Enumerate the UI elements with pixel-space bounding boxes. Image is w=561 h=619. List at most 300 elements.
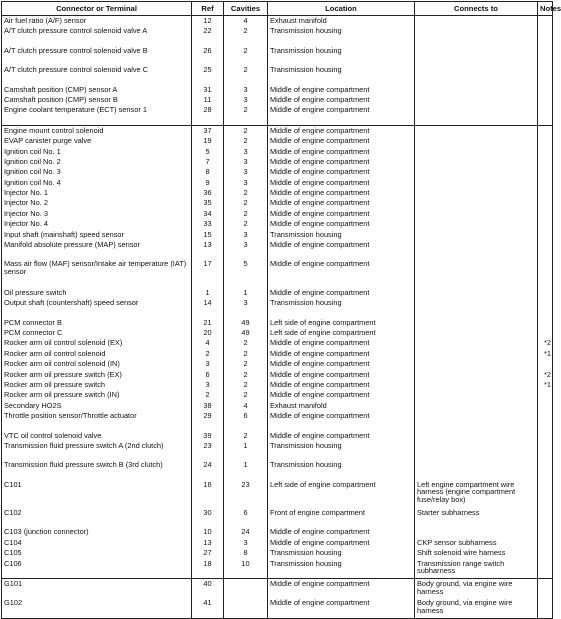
table-row: [2, 338, 553, 348]
cell-ref: 41: [192, 598, 224, 618]
cell-ref: 28: [192, 105, 224, 125]
cell-notes: [538, 298, 553, 317]
cell-ref: 19: [192, 136, 224, 146]
cell-cavities: 2: [224, 209, 268, 219]
cell-cavities: 6: [224, 508, 268, 527]
cell-cavities: 1: [224, 288, 268, 298]
cell-connects-to: [415, 460, 538, 479]
cell-cavities: 3: [224, 298, 268, 317]
cell-cavities: 3: [224, 178, 268, 188]
cell-ref: 6: [192, 370, 224, 380]
cell-notes: *2: [538, 338, 553, 348]
cell-notes: [538, 318, 553, 328]
cell-ref: 18: [192, 559, 224, 579]
table-row: [2, 431, 553, 441]
cell-ref: 22: [192, 26, 224, 45]
table-row: [2, 288, 553, 298]
cell-connector: Secondary HO2S: [2, 401, 192, 411]
cell-notes: *2: [538, 370, 553, 380]
cell-location: Middle of engine compartment: [268, 380, 415, 390]
cell-connects-to: [415, 431, 538, 441]
table-row: [2, 198, 553, 208]
cell-connector: Ignition coil No. 2: [2, 157, 192, 167]
cell-connects-to: [415, 230, 538, 240]
cell-notes: [538, 527, 553, 537]
cell-connects-to: Left engine compartment wire harness (engine compartment fuse/relay box): [415, 480, 538, 508]
cell-notes: [538, 46, 553, 65]
cell-ref: 39: [192, 431, 224, 441]
cell-cavities: 3: [224, 240, 268, 259]
cell-notes: [538, 390, 553, 400]
cell-ref: 27: [192, 548, 224, 558]
cell-notes: [538, 65, 553, 84]
cell-ref: 36: [192, 188, 224, 198]
cell-notes: [538, 411, 553, 430]
cell-location: Exhaust manifold: [268, 16, 415, 27]
cell-ref: 20: [192, 328, 224, 338]
header-connects-to: Connects to: [415, 2, 538, 16]
cell-ref: 26: [192, 46, 224, 65]
cell-connects-to: Transmission range switch subharness: [415, 559, 538, 579]
table-row: [2, 411, 553, 430]
cell-cavities: 2: [224, 390, 268, 400]
table-row: [2, 65, 553, 84]
cell-connector: A/T clutch pressure control solenoid valve C: [2, 65, 192, 84]
cell-connector: EVAP canister purge valve: [2, 136, 192, 146]
cell-notes: [538, 188, 553, 198]
table-row: [2, 538, 553, 548]
cell-notes: [538, 157, 553, 167]
cell-connects-to: [415, 359, 538, 369]
cell-connector: C106: [2, 559, 192, 579]
cell-cavities: 3: [224, 147, 268, 157]
cell-cavities: 23: [224, 480, 268, 508]
cell-ref: 13: [192, 240, 224, 259]
cell-notes: [538, 178, 553, 188]
cell-location: Middle of engine compartment: [268, 259, 415, 287]
cell-ref: 9: [192, 178, 224, 188]
cell-location: Middle of engine compartment: [268, 598, 415, 618]
cell-cavities: 2: [224, 431, 268, 441]
table-row: [2, 167, 553, 177]
cell-cavities: 2: [224, 188, 268, 198]
table-row: [2, 598, 553, 618]
cell-cavities: 3: [224, 157, 268, 167]
cell-connector: Rocker arm oil pressure switch (IN): [2, 390, 192, 400]
table-row: [2, 460, 553, 479]
cell-location: Left side of engine compartment: [268, 328, 415, 338]
cell-ref: 4: [192, 338, 224, 348]
cell-connector: Oil pressure switch: [2, 288, 192, 298]
table-row: [2, 188, 553, 198]
cell-cavities: 3: [224, 95, 268, 105]
table-row: [2, 508, 553, 527]
cell-notes: [538, 95, 553, 105]
cell-notes: [538, 548, 553, 558]
cell-ref: 10: [192, 527, 224, 537]
cell-location: Middle of engine compartment: [268, 178, 415, 188]
cell-connector: Ignition coil No. 3: [2, 167, 192, 177]
table-row: [2, 105, 553, 125]
cell-ref: 31: [192, 85, 224, 95]
cell-location: Middle of engine compartment: [268, 136, 415, 146]
cell-location: Transmission housing: [268, 46, 415, 65]
cell-connects-to: [415, 85, 538, 95]
cell-location: Middle of engine compartment: [268, 370, 415, 380]
cell-location: Middle of engine compartment: [268, 105, 415, 125]
cell-ref: 13: [192, 538, 224, 548]
cell-location: Front of engine compartment: [268, 508, 415, 527]
cell-location: Transmission housing: [268, 548, 415, 558]
cell-notes: [538, 240, 553, 259]
cell-notes: [538, 508, 553, 527]
cell-location: Middle of engine compartment: [268, 288, 415, 298]
cell-connector: Transmission fluid pressure switch B (3rd clutch): [2, 460, 192, 479]
cell-notes: [538, 209, 553, 219]
cell-connector: Rocker arm oil control solenoid (EX): [2, 338, 192, 348]
cell-ref: 34: [192, 209, 224, 219]
cell-cavities: 24: [224, 527, 268, 537]
cell-connector: Injector No. 1: [2, 188, 192, 198]
cell-connector: Rocker arm oil pressure switch: [2, 380, 192, 390]
cell-location: Transmission housing: [268, 460, 415, 479]
table-row: [2, 390, 553, 400]
cell-notes: [538, 85, 553, 95]
cell-connects-to: [415, 298, 538, 317]
table-row: [2, 209, 553, 219]
table-row: [2, 219, 553, 229]
cell-connects-to: [415, 338, 538, 348]
cell-connects-to: Body ground, via engine wire harness: [415, 598, 538, 618]
cell-cavities: 2: [224, 125, 268, 136]
cell-ref: 8: [192, 167, 224, 177]
cell-notes: [538, 259, 553, 287]
cell-ref: 25: [192, 65, 224, 84]
cell-ref: 1: [192, 288, 224, 298]
cell-cavities: 2: [224, 26, 268, 45]
cell-notes: *1: [538, 380, 553, 390]
cell-ref: 5: [192, 147, 224, 157]
cell-notes: [538, 26, 553, 45]
cell-cavities: 4: [224, 16, 268, 27]
header-ref: Ref: [192, 2, 224, 16]
table-row: [2, 298, 553, 317]
cell-notes: [538, 198, 553, 208]
cell-connector: Camshaft position (CMP) sensor A: [2, 85, 192, 95]
cell-connector: C103 (junction connector): [2, 527, 192, 537]
cell-connects-to: [415, 147, 538, 157]
cell-location: Middle of engine compartment: [268, 85, 415, 95]
cell-location: Middle of engine compartment: [268, 338, 415, 348]
cell-connector: Input shaft (mainshaft) speed sensor: [2, 230, 192, 240]
cell-connects-to: Body ground, via engine wire harness: [415, 579, 538, 599]
cell-connects-to: [415, 390, 538, 400]
cell-ref: 24: [192, 460, 224, 479]
table-row: [2, 26, 553, 45]
cell-connects-to: [415, 198, 538, 208]
cell-location: Middle of engine compartment: [268, 390, 415, 400]
cell-connects-to: [415, 441, 538, 460]
cell-cavities: 3: [224, 538, 268, 548]
cell-location: Middle of engine compartment: [268, 527, 415, 537]
cell-cavities: 3: [224, 85, 268, 95]
cell-cavities: 5: [224, 259, 268, 287]
table-row: [2, 441, 553, 460]
cell-ref: 40: [192, 579, 224, 599]
connector-table: [1, 1, 561, 619]
header-connector: Connector or Terminal: [2, 2, 192, 16]
cell-notes: [538, 230, 553, 240]
table-row: [2, 259, 553, 287]
cell-location: Transmission housing: [268, 65, 415, 84]
cell-connector: Injector No. 2: [2, 198, 192, 208]
cell-cavities: 1: [224, 460, 268, 479]
cell-connector: C101: [2, 480, 192, 508]
cell-notes: [538, 328, 553, 338]
cell-connector: Transmission fluid pressure switch A (2nd clutch): [2, 441, 192, 460]
cell-connects-to: [415, 26, 538, 45]
cell-connector: Throttle position sensor/Throttle actuator: [2, 411, 192, 430]
cell-cavities: 49: [224, 318, 268, 328]
cell-ref: 37: [192, 125, 224, 136]
cell-location: Middle of engine compartment: [268, 431, 415, 441]
cell-location: Left side of engine compartment: [268, 480, 415, 508]
cell-connects-to: [415, 401, 538, 411]
cell-connects-to: Starter subharness: [415, 508, 538, 527]
cell-location: Middle of engine compartment: [268, 579, 415, 599]
cell-notes: [538, 559, 553, 579]
cell-location: Transmission housing: [268, 441, 415, 460]
cell-ref: 33: [192, 219, 224, 229]
cell-connects-to: [415, 411, 538, 430]
cell-notes: [538, 579, 553, 599]
cell-connects-to: [415, 288, 538, 298]
cell-connector: C105: [2, 548, 192, 558]
cell-connects-to: [415, 380, 538, 390]
cell-cavities: 2: [224, 219, 268, 229]
table-row: [2, 125, 553, 136]
table-body: [2, 16, 553, 619]
cell-cavities: 2: [224, 338, 268, 348]
cell-notes: [538, 219, 553, 229]
cell-connects-to: [415, 178, 538, 188]
cell-location: Middle of engine compartment: [268, 349, 415, 359]
cell-location: Middle of engine compartment: [268, 125, 415, 136]
cell-connector: Rocker arm oil pressure switch (EX): [2, 370, 192, 380]
cell-notes: [538, 538, 553, 548]
cell-connector: Rocker arm oil control solenoid: [2, 349, 192, 359]
table-row: [2, 548, 553, 558]
cell-cavities: 2: [224, 46, 268, 65]
cell-connects-to: [415, 167, 538, 177]
cell-notes: [538, 16, 553, 27]
cell-cavities: 2: [224, 349, 268, 359]
cell-connects-to: [415, 16, 538, 27]
cell-cavities: 8: [224, 548, 268, 558]
table-row: [2, 401, 553, 411]
table-row: [2, 136, 553, 146]
cell-notes: [538, 288, 553, 298]
cell-connector: Air fuel ratio (A/F) sensor: [2, 16, 192, 27]
cell-ref: 21: [192, 318, 224, 328]
cell-connects-to: [415, 136, 538, 146]
cell-connector: C104: [2, 538, 192, 548]
cell-notes: [538, 598, 553, 618]
cell-location: Middle of engine compartment: [268, 188, 415, 198]
cell-location: Middle of engine compartment: [268, 240, 415, 259]
cell-location: Middle of engine compartment: [268, 95, 415, 105]
cell-cavities: 49: [224, 328, 268, 338]
table-row: [2, 157, 553, 167]
cell-connects-to: [415, 188, 538, 198]
cell-location: Middle of engine compartment: [268, 198, 415, 208]
cell-cavities: [224, 598, 268, 618]
cell-connector: Manifold absolute pressure (MAP) sensor: [2, 240, 192, 259]
cell-ref: 16: [192, 480, 224, 508]
cell-notes: [538, 359, 553, 369]
cell-ref: 2: [192, 390, 224, 400]
connector-table-container: [1, 1, 561, 619]
cell-notes: *1: [538, 349, 553, 359]
cell-location: Exhaust manifold: [268, 401, 415, 411]
cell-notes: [538, 431, 553, 441]
cell-notes: [538, 167, 553, 177]
cell-ref: 11: [192, 95, 224, 105]
cell-location: Transmission housing: [268, 298, 415, 317]
table-row: [2, 318, 553, 328]
cell-connects-to: [415, 157, 538, 167]
cell-connects-to: Shift solenoid wire harness: [415, 548, 538, 558]
cell-connector: G102: [2, 598, 192, 618]
cell-location: Middle of engine compartment: [268, 359, 415, 369]
cell-ref: 15: [192, 230, 224, 240]
cell-connector: Output shaft (countershaft) speed sensor: [2, 298, 192, 317]
cell-location: Middle of engine compartment: [268, 147, 415, 157]
cell-ref: 30: [192, 508, 224, 527]
table-row: [2, 178, 553, 188]
cell-connects-to: [415, 259, 538, 287]
cell-connects-to: [415, 65, 538, 84]
cell-ref: 23: [192, 441, 224, 460]
cell-location: Middle of engine compartment: [268, 209, 415, 219]
cell-connector: Engine coolant temperature (ECT) sensor 1: [2, 105, 192, 125]
cell-connector: A/T clutch pressure control solenoid valve B: [2, 46, 192, 65]
cell-cavities: [224, 579, 268, 599]
cell-ref: 3: [192, 359, 224, 369]
cell-location: Middle of engine compartment: [268, 219, 415, 229]
cell-cavities: 1: [224, 441, 268, 460]
cell-notes: [538, 136, 553, 146]
cell-connects-to: [415, 318, 538, 328]
cell-connector: C102: [2, 508, 192, 527]
cell-location: Left side of engine compartment: [268, 318, 415, 328]
table-row: [2, 328, 553, 338]
cell-connector: Injector No. 4: [2, 219, 192, 229]
cell-connects-to: [415, 125, 538, 136]
header-location: Location: [268, 2, 415, 16]
cell-notes: [538, 147, 553, 157]
cell-connector: Rocker arm oil control solenoid (IN): [2, 359, 192, 369]
cell-ref: 3: [192, 380, 224, 390]
cell-connects-to: CKP sensor subharness: [415, 538, 538, 548]
cell-ref: 17: [192, 259, 224, 287]
cell-connects-to: [415, 95, 538, 105]
cell-connects-to: [415, 527, 538, 537]
cell-connector: Ignition coil No. 1: [2, 147, 192, 157]
table-row: [2, 230, 553, 240]
table-row: [2, 16, 553, 27]
cell-location: Middle of engine compartment: [268, 411, 415, 430]
cell-connector: PCM connector C: [2, 328, 192, 338]
cell-connector: A/T clutch pressure control solenoid valve A: [2, 26, 192, 45]
cell-connects-to: [415, 46, 538, 65]
table-row: [2, 359, 553, 369]
cell-notes: [538, 441, 553, 460]
cell-connects-to: [415, 240, 538, 259]
cell-cavities: 4: [224, 401, 268, 411]
cell-location: Transmission housing: [268, 230, 415, 240]
cell-location: Middle of engine compartment: [268, 538, 415, 548]
cell-ref: 29: [192, 411, 224, 430]
table-row: [2, 85, 553, 95]
cell-connector: VTC oil control solenoid valve: [2, 431, 192, 441]
cell-cavities: 2: [224, 65, 268, 84]
table-row: [2, 370, 553, 380]
cell-location: Middle of engine compartment: [268, 167, 415, 177]
table-row: [2, 147, 553, 157]
cell-location: Middle of engine compartment: [268, 157, 415, 167]
cell-connects-to: [415, 349, 538, 359]
cell-cavities: 2: [224, 359, 268, 369]
cell-connects-to: [415, 328, 538, 338]
cell-connector: Ignition coil No. 4: [2, 178, 192, 188]
cell-notes: [538, 105, 553, 125]
table-row: [2, 579, 553, 599]
cell-connector: Engine mount control solenoid: [2, 125, 192, 136]
cell-ref: 7: [192, 157, 224, 167]
cell-connector: PCM connector B: [2, 318, 192, 328]
cell-cavities: 2: [224, 370, 268, 380]
table-row: [2, 46, 553, 65]
cell-ref: 35: [192, 198, 224, 208]
cell-ref: 38: [192, 401, 224, 411]
table-row: [2, 95, 553, 105]
header-cavities: Cavities: [224, 2, 268, 16]
cell-location: Transmission housing: [268, 559, 415, 579]
table-row: [2, 527, 553, 537]
cell-cavities: 2: [224, 380, 268, 390]
cell-connects-to: [415, 219, 538, 229]
cell-cavities: 6: [224, 411, 268, 430]
cell-notes: [538, 460, 553, 479]
cell-connector: G101: [2, 579, 192, 599]
table-row: [2, 349, 553, 359]
cell-cavities: 2: [224, 136, 268, 146]
cell-connector: Camshaft position (CMP) sensor B: [2, 95, 192, 105]
cell-cavities: 3: [224, 230, 268, 240]
header-notes: Notes: [538, 2, 553, 16]
cell-notes: [538, 401, 553, 411]
cell-cavities: 2: [224, 198, 268, 208]
cell-notes: [538, 480, 553, 508]
cell-ref: 2: [192, 349, 224, 359]
cell-notes: [538, 125, 553, 136]
cell-cavities: 3: [224, 167, 268, 177]
cell-ref: 14: [192, 298, 224, 317]
cell-location: Transmission housing: [268, 26, 415, 45]
cell-connects-to: [415, 209, 538, 219]
cell-connects-to: [415, 105, 538, 125]
